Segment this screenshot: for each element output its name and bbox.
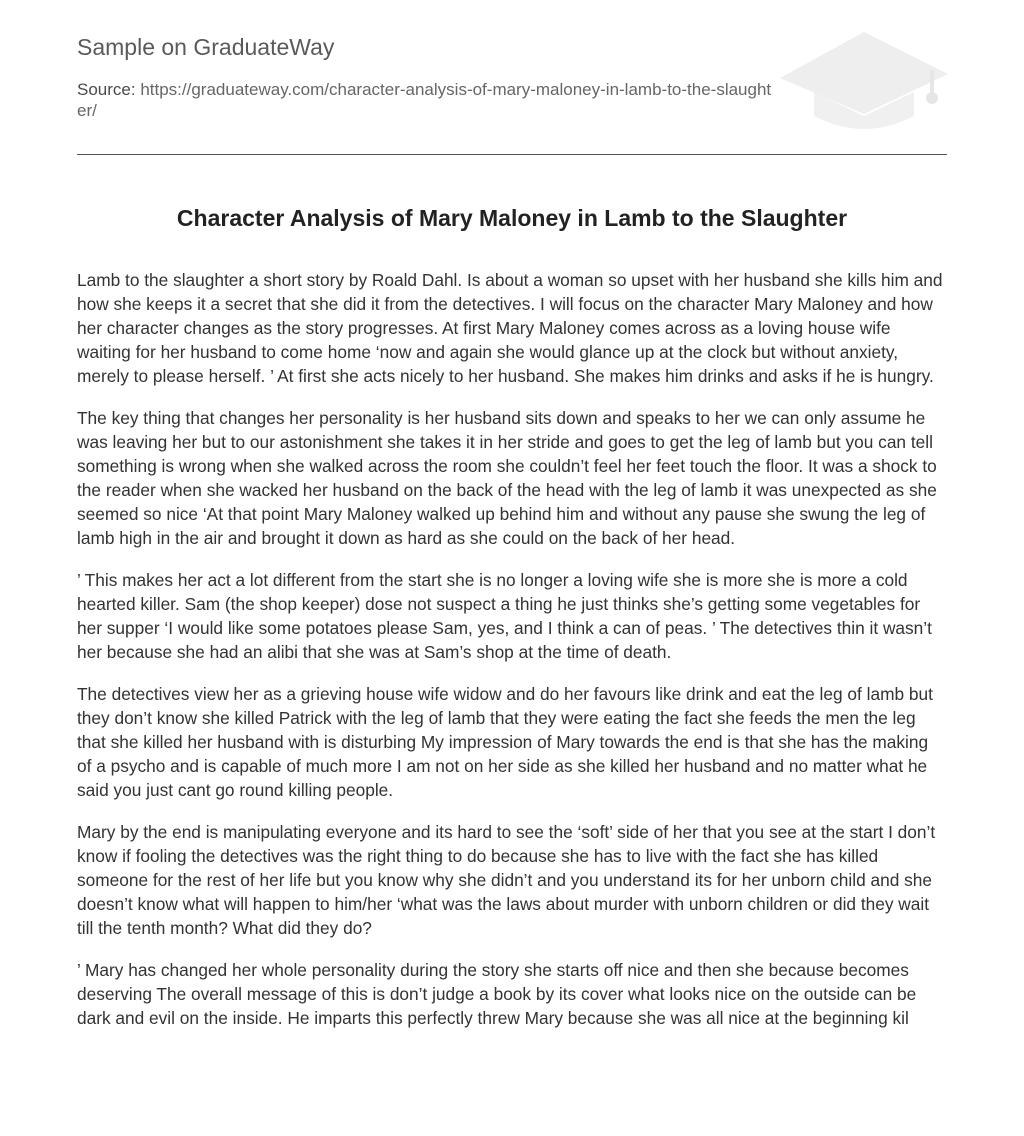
article-paragraph: The detectives view her as a grieving house wife widow and do her favours like drink and eat the leg of lamb but they don’t know she killed Patrick with the leg of lamb that they were eating the fact she feeds the men the leg that she killed her husband with is disturbing My impression of Mary towards the end is that she has the making of a psycho and is capable of much more I am not on her side as she killed her husband and no matter what he said you just cant go round killing people. xyxy=(77,684,933,800)
page-header xyxy=(77,0,947,156)
graduation-cap-icon xyxy=(780,30,948,134)
source-label: Source: xyxy=(77,80,136,99)
header-divider xyxy=(77,154,947,155)
source-line xyxy=(77,79,777,121)
article-paragraph: ’ This makes her act a lot different from the start she is no longer a loving wife she is more she is more a cold hearted killer. Sam (the shop keeper) dose not suspect a thing he just thinks she’s getting some vegetables for her supper ‘I would like some potatoes please Sam, yes, and I think a can of peas. ’ The detectives thin it wasn’t her because she had an alibi that she was at Sam’s shop at the time of death. xyxy=(77,570,932,662)
article-body xyxy=(77,268,947,1048)
article-paragraph: The key thing that changes her personality is her husband sits down and speaks to her we can only assume he was leaving her but to our astonishment she takes it in her stride and goes to get the leg of lamb but you can tell something is wrong when she walked across the room she couldn’t feel her feet touch the floor. It was a shock to the reader when she wacked her husband on the back of the head with the leg of lamb it was unexpected as she seemed so nice ‘At that point Mary Maloney walked up behind him and without any pause she swung the leg of lamb high in the air and brought it down as hard as she could on the back of her head. xyxy=(77,408,937,548)
article-paragraph: Mary by the end is manipulating everyone and its hard to see the ‘soft’ side of her that you see at the start I don’t know if fooling the detectives was the right thing to do because she has to live with the fact she has killed someone for the rest of her life but you know why she didn’t and you understand its for her unborn child and she doesn’t know what will happen to him/her ‘what was the laws about murder with unborn children or did they wait till the tenth month? What did they do? xyxy=(77,822,936,938)
article-paragraph: Lamb to the slaughter a short story by Roald Dahl. Is about a woman so upset with her husband she kills him and how she keeps it a secret that she did it from the detectives. I will focus on the character Mary Maloney and how her character changes as the story progresses. At first Mary Maloney comes across as a loving house wife waiting for her husband to come home ‘now and again she would glance up at the clock but without anxiety, merely to please herself. ’ At first she acts nicely to her husband. She makes him drinks and asks if he is hungry. xyxy=(77,270,943,386)
source-url-link[interactable]: https://graduateway.com/character-analysis-of-mary-maloney-in-lamb-to-the-slaughter/ xyxy=(77,80,772,120)
site-title: Sample on GraduateWay xyxy=(77,34,335,60)
article-paragraph: ’ Mary has changed her whole personality during the story she starts off nice and then she because becomes deserving The overall message of this is don’t judge a book by its cover what looks nice on the outside can be dark and evil on the inside. He imparts this perfectly threw Mary because she was all nice at the beginning kil xyxy=(77,960,917,1028)
article-title: Character Analysis of Mary Maloney in Lamb to the Slaughter xyxy=(176,205,848,231)
